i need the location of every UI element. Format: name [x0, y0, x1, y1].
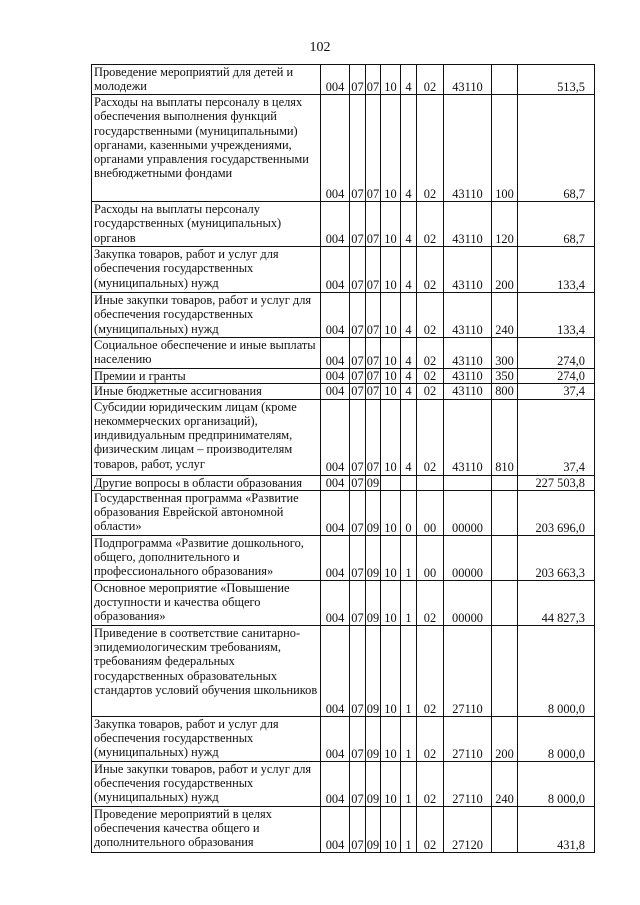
expense-type-code: 800	[492, 384, 518, 399]
event-code: 02	[417, 806, 444, 852]
amount: 274,0	[518, 369, 595, 384]
subsection-code: 07	[366, 95, 381, 202]
section-code: 07	[350, 625, 366, 716]
amount: 37,4	[518, 384, 595, 399]
subprogram-code: 4	[401, 95, 417, 202]
direction-code: 43110	[444, 247, 492, 293]
event-code: 02	[417, 761, 444, 806]
subsection-code: 09	[366, 716, 381, 761]
table-row	[92, 475, 595, 490]
event-code: 02	[417, 716, 444, 761]
grbs-code: 004	[321, 293, 350, 338]
amount: 68,7	[518, 95, 595, 202]
amount: 44 827,3	[518, 580, 595, 625]
expense-type-code	[492, 475, 518, 490]
table-row	[92, 202, 595, 247]
table-row	[92, 369, 595, 384]
subprogram-code: 4	[401, 202, 417, 247]
table-row	[92, 490, 595, 535]
direction-code: 00000	[444, 490, 492, 535]
amount: 513,5	[518, 65, 595, 95]
row-name: Государственная программа «Развитие образования Еврейской автономной области»	[92, 490, 321, 535]
table-row	[92, 399, 595, 475]
row-name: Закупка товаров, работ и услуг для обеспечения государственных (муниципальных) нужд	[92, 716, 321, 761]
subprogram-code: 1	[401, 806, 417, 852]
expense-type-code: 120	[492, 202, 518, 247]
expense-type-code: 810	[492, 399, 518, 475]
section-code: 07	[350, 580, 366, 625]
grbs-code: 004	[321, 95, 350, 202]
subprogram-code: 4	[401, 369, 417, 384]
row-name: Подпрограмма «Развитие дошкольного, общего, дополнительного и профессионального образования»	[92, 535, 321, 580]
section-code: 07	[351, 369, 364, 383]
subprogram-code: 4	[401, 293, 417, 338]
expense-type-code	[492, 580, 518, 625]
expense-type-code: 350	[492, 369, 518, 384]
subprogram-code: 0	[401, 490, 417, 535]
subprogram-code: 1	[401, 580, 417, 625]
subprogram-code: 4	[401, 65, 417, 95]
table-row	[92, 535, 595, 580]
subsection-code: 07	[366, 369, 380, 383]
amount: 8 000,0	[518, 761, 595, 806]
direction-code: 43110	[444, 95, 492, 202]
direction-code: 00000	[444, 535, 492, 580]
expense-type-code: 300	[492, 338, 518, 369]
direction-code: 27110	[444, 716, 492, 761]
event-code: 02	[417, 65, 444, 95]
budget-table	[91, 64, 595, 853]
section-code: 07	[350, 399, 366, 475]
subsection-code: 07	[366, 338, 381, 369]
subprogram-code: 4	[401, 384, 417, 399]
table-row	[92, 806, 595, 852]
direction-code: 43110	[444, 369, 492, 384]
program-code: 10	[381, 806, 401, 852]
subsection-code: 07	[366, 384, 380, 399]
program-code: 10	[381, 716, 401, 761]
event-code: 02	[417, 625, 444, 716]
row-name: Проведение мероприятий в целях обеспечения качества общего и дополнительного образования	[92, 806, 321, 852]
subprogram-code: 1	[401, 716, 417, 761]
grbs-code: 004	[321, 535, 350, 580]
subsection-code: 07	[366, 399, 381, 475]
amount: 431,8	[518, 806, 595, 852]
section-code: 07	[350, 95, 366, 202]
subsection-code: 07	[366, 202, 381, 247]
section-code: 07	[350, 293, 366, 338]
table-row	[92, 65, 595, 95]
program-code: 10	[381, 293, 401, 338]
section-code: 07	[350, 806, 366, 852]
row-name: Приведение в соответствие санитарно-эпидемиологическим требованиям, требованиям федеральных государственных образовательных стандартов условий обучения школьников	[92, 625, 321, 716]
row-name: Премии и гранты	[92, 369, 321, 384]
direction-code: 43110	[444, 293, 492, 338]
program-code: 10	[381, 338, 401, 369]
event-code: 02	[417, 399, 444, 475]
subprogram-code: 1	[401, 625, 417, 716]
section-code: 07	[350, 490, 366, 535]
amount: 227 503,8	[518, 475, 595, 490]
event-code: 00	[417, 490, 444, 535]
grbs-code: 004	[321, 625, 350, 716]
program-code: 10	[381, 95, 401, 202]
amount: 133,4	[518, 247, 595, 293]
event-code: 02	[417, 95, 444, 202]
table-row	[92, 293, 595, 338]
program-code: 10	[381, 625, 401, 716]
program-code: 10	[381, 399, 401, 475]
grbs-code: 004	[321, 384, 350, 399]
event-code: 02	[417, 293, 444, 338]
row-name: Расходы на выплаты персоналу в целях обеспечения выполнения функций государственными (муниципальными) органами, казенными учреждениями, органами управления государственными внебюджетными фондами	[92, 95, 321, 202]
event-code: 02	[417, 580, 444, 625]
grbs-code: 004	[321, 761, 350, 806]
budget-table-body	[92, 65, 595, 853]
subprogram-code: 4	[401, 338, 417, 369]
row-name: Иные бюджетные ассигнования	[92, 384, 321, 399]
direction-code: 43110	[444, 338, 492, 369]
program-code: 10	[381, 369, 401, 384]
subsection-code: 07	[366, 293, 381, 338]
subsection-code: 09	[366, 535, 381, 580]
subprogram-code: 4	[401, 247, 417, 293]
amount: 8 000,0	[518, 716, 595, 761]
grbs-code: 004	[321, 338, 350, 369]
section-code: 07	[351, 384, 364, 399]
program-code: 10	[381, 761, 401, 806]
section-code: 07	[350, 535, 366, 580]
subsection-code: 07	[366, 65, 381, 95]
event-code: 02	[417, 202, 444, 247]
row-name: Закупка товаров, работ и услуг для обеспечения государственных (муниципальных) нужд	[92, 247, 321, 293]
program-code: 10	[381, 535, 401, 580]
grbs-code: 004	[321, 490, 350, 535]
expense-type-code	[492, 806, 518, 852]
grbs-code: 004	[321, 475, 350, 490]
table-row	[92, 761, 595, 806]
section-code: 07	[350, 716, 366, 761]
grbs-code: 004	[321, 369, 350, 384]
direction-code: 43110	[444, 384, 492, 399]
table-row	[92, 384, 595, 399]
table-row	[92, 580, 595, 625]
row-name: Другие вопросы в области образования	[92, 475, 321, 490]
grbs-code: 004	[321, 247, 350, 293]
section-code: 07	[350, 338, 366, 369]
grbs-code: 004	[321, 65, 350, 95]
row-name: Социальное обеспечение и иные выплаты населению	[92, 338, 321, 369]
section-code: 07	[350, 247, 366, 293]
event-code	[417, 475, 444, 490]
row-name: Проведение мероприятий для детей и молодежи	[92, 65, 321, 95]
amount: 203 663,3	[518, 535, 595, 580]
subsection-code: 09	[366, 475, 380, 490]
row-name: Иные закупки товаров, работ и услуг для обеспечения государственных (муниципальных) нужд	[92, 293, 321, 338]
program-code: 10	[381, 384, 401, 399]
program-code: 10	[381, 202, 401, 247]
direction-code: 27110	[444, 761, 492, 806]
section-code: 07	[350, 65, 366, 95]
event-code: 02	[417, 338, 444, 369]
section-code: 07	[350, 761, 366, 806]
amount: 203 696,0	[518, 490, 595, 535]
row-name: Иные закупки товаров, работ и услуг для обеспечения государственных (муниципальных) нужд	[92, 761, 321, 806]
expense-type-code	[492, 490, 518, 535]
subsection-code: 09	[366, 761, 381, 806]
grbs-code: 004	[321, 202, 350, 247]
expense-type-code: 200	[492, 716, 518, 761]
grbs-code: 004	[321, 716, 350, 761]
amount: 8 000,0	[518, 625, 595, 716]
row-name: Основное мероприятие «Повышение доступности и качества общего образования»	[92, 580, 321, 625]
section-code: 07	[350, 202, 366, 247]
table-row	[92, 95, 595, 202]
subprogram-code: 4	[401, 399, 417, 475]
row-name: Расходы на выплаты персоналу государственных (муниципальных) органов	[92, 202, 321, 247]
direction-code: 43110	[444, 65, 492, 95]
expense-type-code	[492, 65, 518, 95]
section-code: 07	[351, 475, 364, 490]
program-code: 10	[381, 580, 401, 625]
amount: 68,7	[518, 202, 595, 247]
direction-code: 27120	[444, 806, 492, 852]
amount: 274,0	[518, 338, 595, 369]
direction-code	[444, 475, 492, 490]
program-code: 10	[381, 65, 401, 95]
expense-type-code	[492, 625, 518, 716]
page-number: 102	[309, 40, 331, 55]
event-code: 02	[417, 247, 444, 293]
event-code: 02	[417, 384, 444, 399]
subsection-code: 07	[366, 247, 381, 293]
expense-type-code	[492, 535, 518, 580]
direction-code: 43110	[444, 202, 492, 247]
program-code: 10	[381, 490, 401, 535]
grbs-code: 004	[321, 580, 350, 625]
table-row	[92, 716, 595, 761]
subsection-code: 09	[366, 490, 381, 535]
expense-type-code: 240	[492, 761, 518, 806]
table-row	[92, 625, 595, 716]
direction-code: 27110	[444, 625, 492, 716]
direction-code: 00000	[444, 580, 492, 625]
row-name: Субсидии юридическим лицам (кроме некоммерческих организаций), индивидуальным предпринимателям, физическим лицам – производителям товаров, работ, услуг	[92, 399, 321, 475]
amount: 133,4	[518, 293, 595, 338]
subsection-code: 09	[366, 806, 381, 852]
amount: 37,4	[518, 399, 595, 475]
program-code	[381, 475, 401, 490]
program-code: 10	[381, 247, 401, 293]
subprogram-code: 1	[401, 761, 417, 806]
subprogram-code	[401, 475, 417, 490]
subsection-code: 09	[366, 580, 381, 625]
expense-type-code: 100	[492, 95, 518, 202]
grbs-code: 004	[321, 806, 350, 852]
expense-type-code: 240	[492, 293, 518, 338]
direction-code: 43110	[444, 399, 492, 475]
event-code: 00	[417, 535, 444, 580]
grbs-code: 004	[321, 399, 350, 475]
subprogram-code: 1	[401, 535, 417, 580]
table-row	[92, 247, 595, 293]
expense-type-code: 200	[492, 247, 518, 293]
table-row	[92, 338, 595, 369]
subsection-code: 09	[366, 625, 381, 716]
event-code: 02	[417, 369, 444, 384]
